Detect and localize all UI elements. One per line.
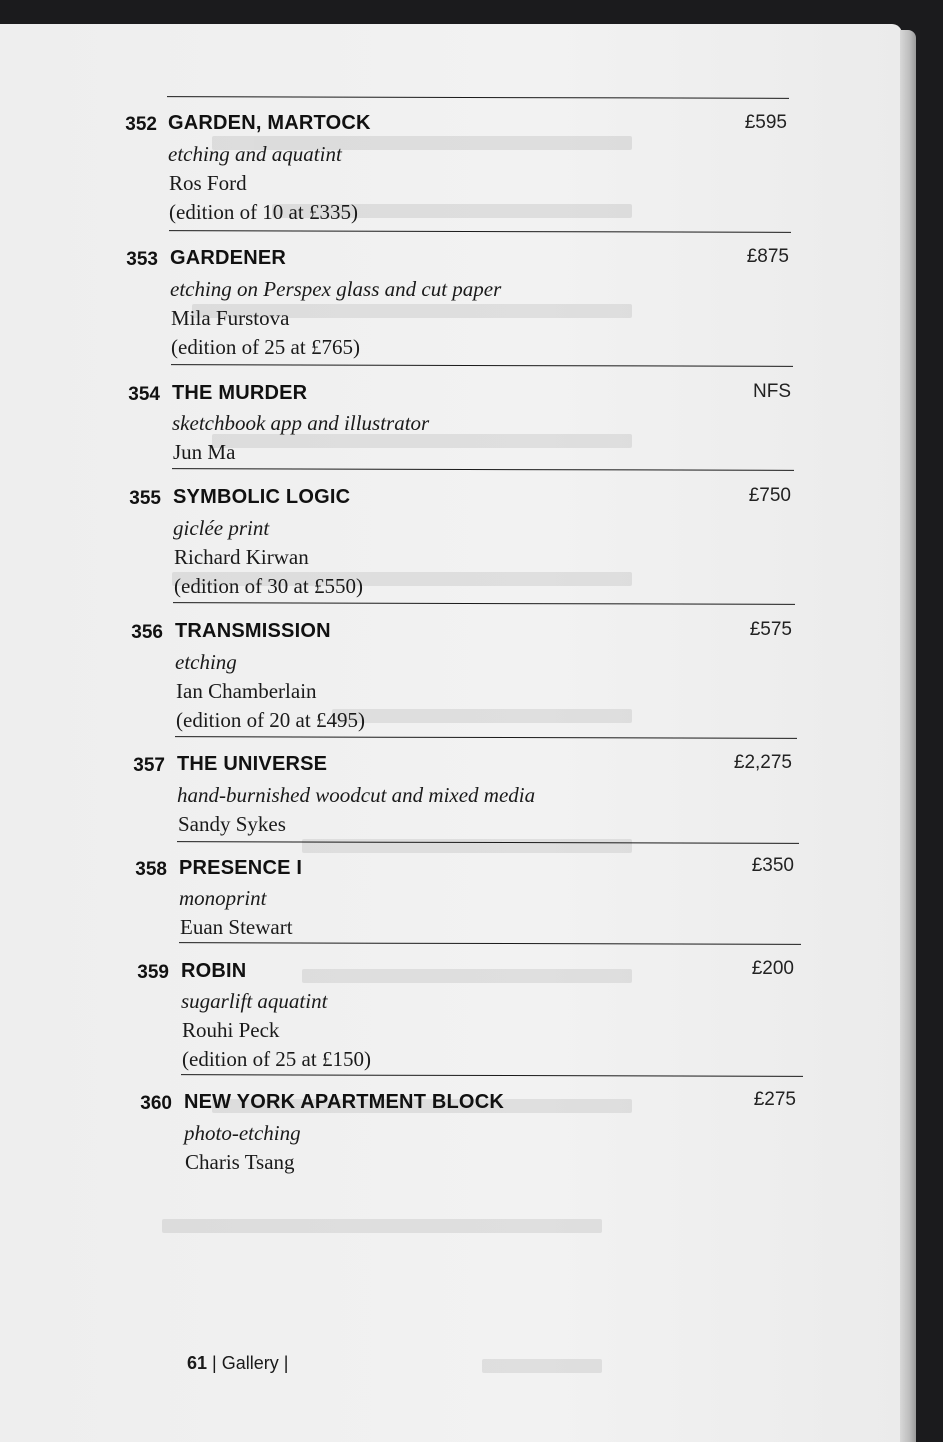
entry-number: 358	[135, 859, 167, 880]
page-edge	[900, 30, 916, 1442]
entry-medium: etching	[175, 650, 237, 674]
entry-price: £750	[748, 485, 791, 506]
entry-divider	[172, 468, 794, 471]
entry-divider	[169, 230, 791, 233]
entry-number: 356	[131, 622, 163, 643]
entry-artist: Jun Ma	[173, 440, 236, 464]
section-label: | Gallery |	[212, 1353, 289, 1373]
entry-price: NFS	[753, 381, 791, 402]
entry-title: PRESENCE I	[179, 857, 303, 879]
entry-price: £350	[751, 855, 794, 876]
entry-medium: sketchbook app and illustrator	[172, 411, 430, 435]
entry-artist: Mila Furstova	[171, 306, 290, 330]
entry-title: GARDENER	[170, 247, 287, 269]
entry-edition: (edition of 10 at £335)	[169, 200, 358, 224]
catalogue-page	[0, 24, 902, 1442]
entry-edition: (edition of 30 at £550)	[174, 574, 363, 598]
entry-title: SYMBOLIC LOGIC	[173, 486, 351, 508]
entry-price: £200	[751, 958, 794, 979]
entry-number: 354	[128, 384, 160, 405]
entry-divider	[181, 1074, 803, 1077]
entry-medium: etching and aquatint	[168, 142, 342, 166]
entry-title: NEW YORK APARTMENT BLOCK	[184, 1091, 504, 1113]
entry-price: £275	[753, 1089, 796, 1110]
entry-title: THE MURDER	[172, 382, 308, 404]
entry-number: 352	[125, 114, 157, 135]
entry-price: £2,275	[733, 752, 792, 773]
page-footer	[187, 1353, 288, 1374]
entry-medium: giclée print	[173, 516, 270, 540]
entry-divider	[167, 96, 789, 99]
entry-number: 353	[126, 249, 158, 270]
entry-price: £575	[749, 619, 792, 640]
entry-divider	[171, 364, 793, 367]
entry-artist: Ros Ford	[169, 171, 247, 195]
entry-title: THE UNIVERSE	[177, 753, 328, 775]
entry-title: TRANSMISSION	[175, 620, 331, 642]
entry-edition: (edition of 25 at £150)	[182, 1047, 371, 1071]
entry-divider	[177, 841, 799, 844]
entry-divider	[175, 736, 797, 739]
entry-number: 360	[140, 1093, 172, 1114]
entry-artist: Charis Tsang	[185, 1150, 295, 1174]
entry-title: GARDEN, MARTOCK	[168, 112, 371, 134]
entry-number: 355	[129, 488, 161, 509]
entry-edition: (edition of 20 at £495)	[176, 708, 365, 732]
entry-price: £595	[744, 112, 787, 133]
entry-medium: monoprint	[179, 886, 267, 910]
entry-edition: (edition of 25 at £765)	[171, 335, 360, 359]
entry-medium: etching on Perspex glass and cut paper	[170, 277, 502, 301]
entry-medium: sugarlift aquatint	[181, 989, 328, 1013]
entry-artist: Euan Stewart	[180, 915, 293, 939]
entry-artist: Sandy Sykes	[178, 812, 286, 836]
entry-number: 359	[137, 962, 169, 983]
entry-divider	[173, 602, 795, 605]
entry-artist: Rouhi Peck	[182, 1018, 280, 1042]
entry-title: ROBIN	[181, 960, 247, 982]
entry-artist: Ian Chamberlain	[176, 679, 317, 703]
entry-divider	[179, 942, 801, 945]
entry-medium: photo-etching	[184, 1121, 301, 1145]
page-number: 61	[187, 1353, 208, 1373]
entry-number: 357	[133, 755, 165, 776]
entry-list	[0, 24, 902, 1442]
entry-price: £875	[746, 246, 789, 267]
entry-artist: Richard Kirwan	[174, 545, 309, 569]
entry-medium: hand-burnished woodcut and mixed media	[177, 783, 536, 807]
